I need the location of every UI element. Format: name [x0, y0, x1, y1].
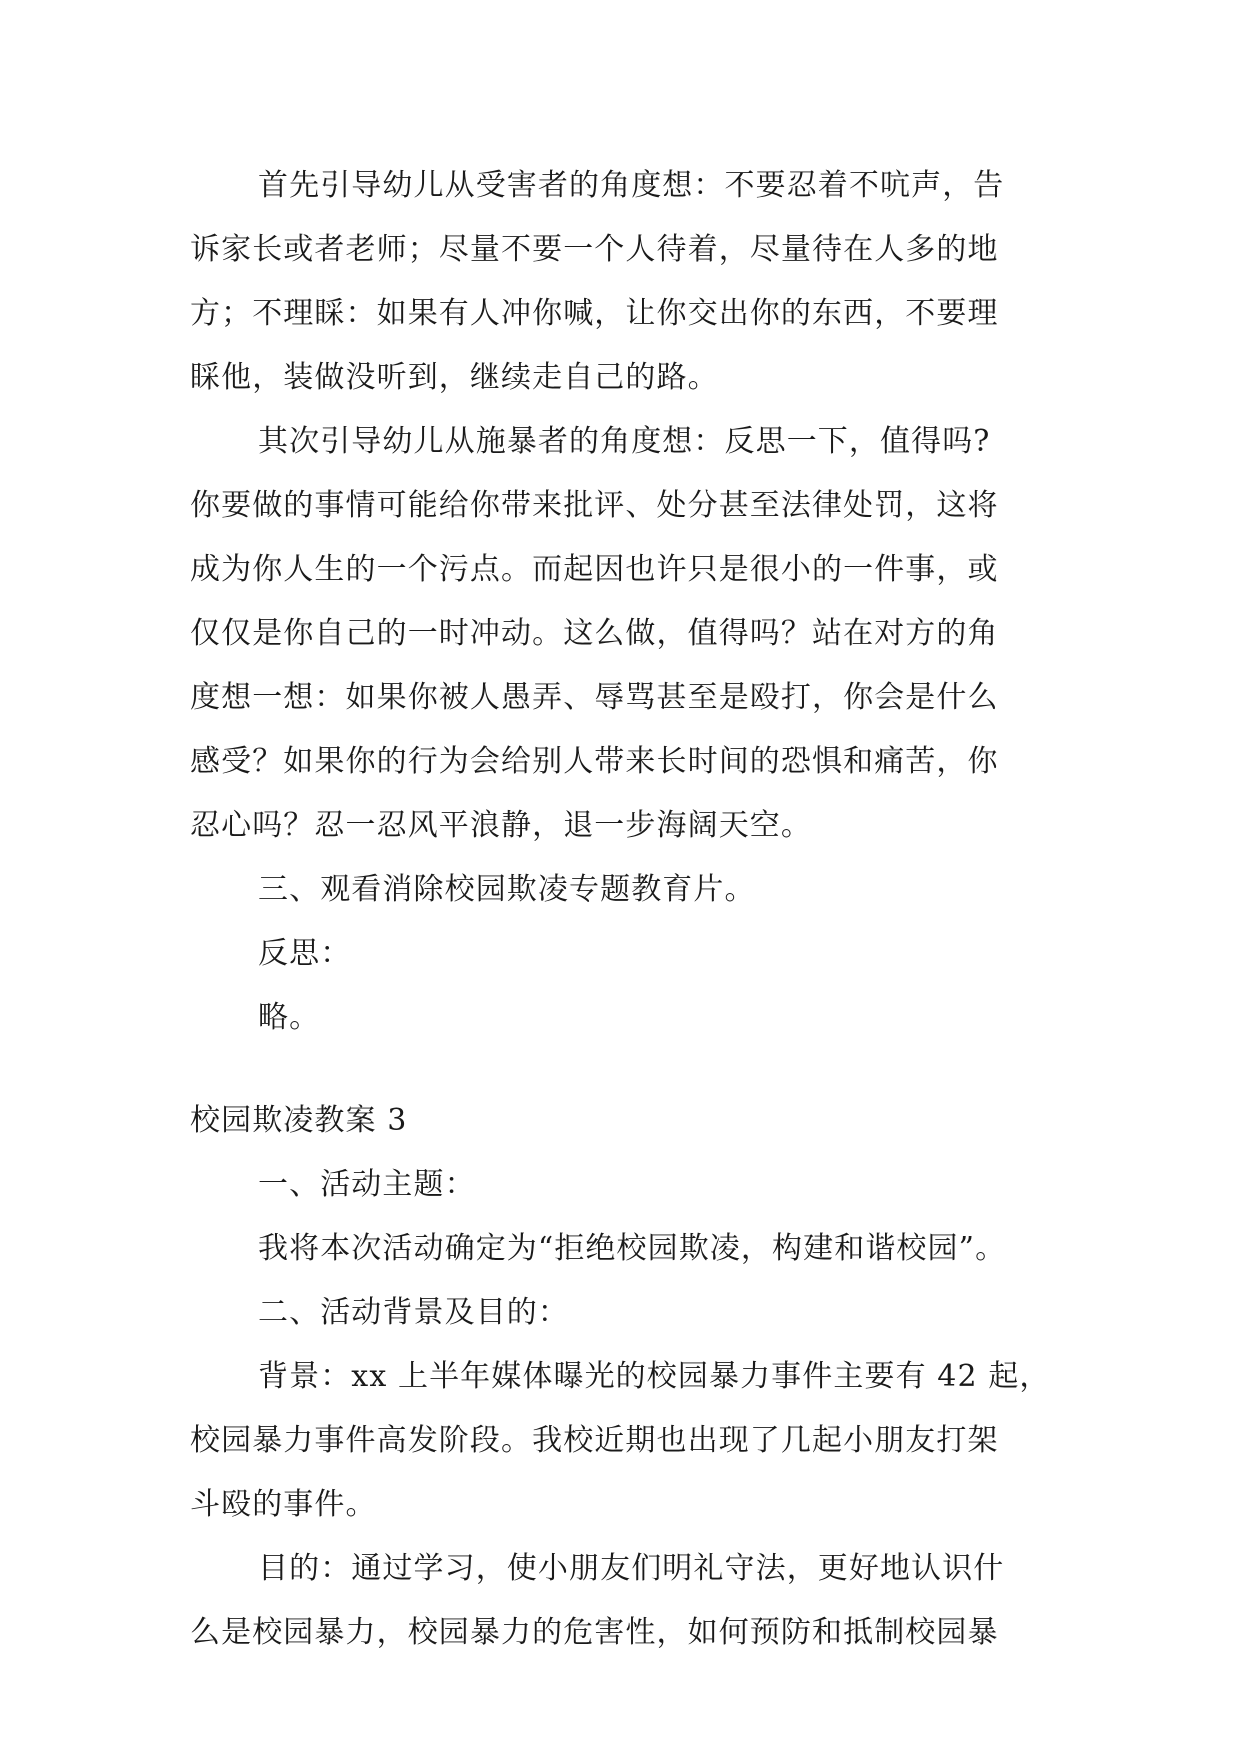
paragraph-line: 反思： [258, 936, 352, 971]
paragraph-line: 背景：xx 上半年媒体曝光的校园暴力事件主要有 42 起， [258, 1359, 1051, 1394]
paragraph-line: 睬他，装做没听到，继续走自己的路。 [190, 360, 719, 395]
paragraph-line: 忍心吗？忍一忍风平浪静，退一步海阔天空。 [190, 808, 812, 843]
section-heading: 二、活动背景及目的： [258, 1295, 569, 1330]
paragraph-line: 么是校园暴力，校园暴力的危害性，如何预防和抵制校园暴 [190, 1615, 999, 1650]
paragraph-line: 校园暴力事件高发阶段。我校近期也出现了几起小朋友打架 [190, 1423, 999, 1458]
paragraph-line: 我将本次活动确定为“拒绝校园欺凌，构建和谐校园”。 [258, 1231, 1007, 1266]
paragraph-line: 目的：通过学习，使小朋友们明礼守法，更好地认识什 [258, 1551, 1005, 1586]
document-title: 校园欺凌教案 3 [190, 1103, 408, 1138]
section-heading: 三、观看消除校园欺凌专题教育片。 [258, 872, 756, 907]
paragraph-line: 首先引导幼儿从受害者的角度想：不要忍着不吭声，告 [258, 168, 1005, 203]
paragraph-line: 成为你人生的一个污点。而起因也许只是很小的一件事，或 [190, 552, 999, 587]
paragraph-line: 其次引导幼儿从施暴者的角度想：反思一下，值得吗? [258, 424, 991, 459]
paragraph-line: 诉家长或者老师；尽量不要一个人待着，尽量待在人多的地 [190, 232, 999, 267]
paragraph-line: 略。 [258, 1000, 321, 1035]
paragraph-line: 度想一想：如果你被人愚弄、辱骂甚至是殴打，你会是什么 [190, 680, 999, 715]
paragraph-line: 仅仅是你自己的一时冲动。这么做，值得吗？站在对方的角 [190, 616, 999, 651]
section-heading: 一、活动主题： [258, 1167, 476, 1202]
paragraph-line: 感受？如果你的行为会给别人带来长时间的恐惧和痛苦，你 [190, 744, 999, 779]
paragraph-line: 你要做的事情可能给你带来批评、处分甚至法律处罚，这将 [190, 488, 999, 523]
paragraph-line: 方；不理睬：如果有人冲你喊，让你交出你的东西，不要理 [190, 296, 999, 331]
paragraph-line: 斗殴的事件。 [190, 1487, 377, 1522]
